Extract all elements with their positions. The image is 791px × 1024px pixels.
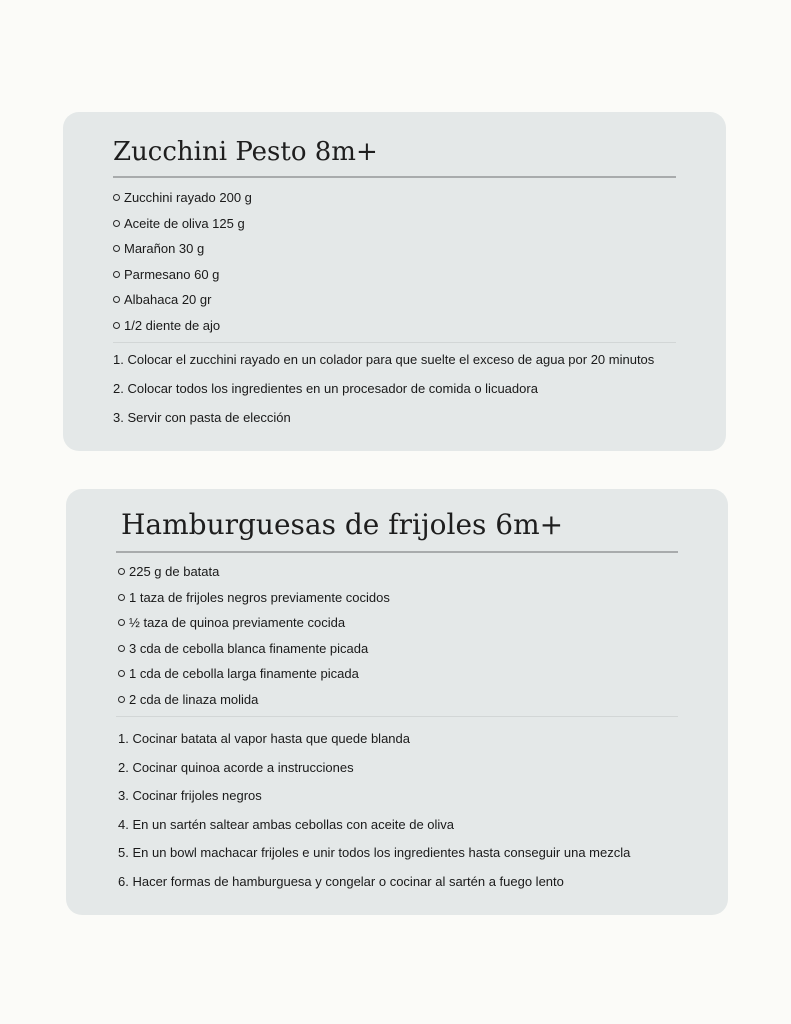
circle-bullet-icon [113,194,120,201]
step-list [116,732,678,889]
step-item: 3. Servir con pasta de elección [113,410,291,425]
step-item: 5. En un bowl machacar frijoles e unir todos los ingredientes hasta conseguir una mezcla [118,845,631,861]
circle-bullet-icon [113,245,120,252]
ingredient-item [118,559,678,585]
recipe-card-zucchini-pesto [63,112,726,451]
ingredient-item [118,687,678,713]
ingredient-item [113,211,676,237]
ingredient-text: 3 cda de cebolla blanca finamente picada [129,640,369,656]
ingredient-item [113,185,676,211]
step-item: 4. En un sartén saltear ambas cebollas con aceite de oliva [118,816,455,832]
step-item: 1. Colocar el zucchini rayado en un colador para que suelte el exceso de agua por 20 minutos [113,352,655,367]
step-list [113,353,676,425]
circle-bullet-icon [113,220,120,227]
section-divider [116,716,678,717]
step-item: 6. Hacer formas de hamburguesa y congelar o cocinar al sartén a fuego lento [118,873,564,889]
step-item: 2. Cocinar quinoa acorde a instrucciones [118,759,354,775]
ingredient-text: 1 cda de cebolla larga finamente picada [129,666,359,682]
step-item: 2. Colocar todos los ingredientes en un procesador de comida o licuadora [113,381,538,396]
recipe-title: Hamburguesas de frijoles 6m+ [116,505,678,553]
ingredient-list [116,559,678,712]
recipe-title: Zucchini Pesto 8m+ [113,134,676,178]
circle-bullet-icon [113,271,120,278]
circle-bullet-icon [118,619,125,626]
ingredient-item [118,636,678,662]
ingredient-text: 1/2 diente de ajo [124,317,221,333]
step-item: 1. Cocinar batata al vapor hasta que quede blanda [118,731,410,746]
ingredient-item [113,262,676,288]
ingredient-text: Marañon 30 g [124,241,205,257]
recipe-card-hamburguesas [66,489,728,915]
ingredient-text: Parmesano 60 g [124,266,220,282]
circle-bullet-icon [118,696,125,703]
circle-bullet-icon [118,568,125,575]
ingredient-item [118,610,678,636]
circle-bullet-icon [113,322,120,329]
ingredient-item [118,585,678,611]
ingredient-text: Albahaca 20 gr [124,292,212,308]
ingredient-item [113,236,676,262]
ingredient-item [113,313,676,339]
circle-bullet-icon [118,670,125,677]
ingredient-text: Zucchini rayado 200 g [124,190,252,206]
ingredient-text: Aceite de oliva 125 g [124,215,245,231]
ingredient-item [118,661,678,687]
ingredient-text: ½ taza de quinoa previamente cocida [129,615,346,631]
ingredient-text: 225 g de batata [129,564,220,580]
section-divider [113,342,676,343]
ingredient-text: 2 cda de linaza molida [129,691,259,707]
circle-bullet-icon [118,645,125,652]
circle-bullet-icon [118,594,125,601]
ingredient-item [113,287,676,313]
step-item: 3. Cocinar frijoles negros [118,788,262,804]
ingredient-list [113,185,676,338]
ingredient-text: 1 taza de frijoles negros previamente cocidos [129,589,390,605]
circle-bullet-icon [113,296,120,303]
